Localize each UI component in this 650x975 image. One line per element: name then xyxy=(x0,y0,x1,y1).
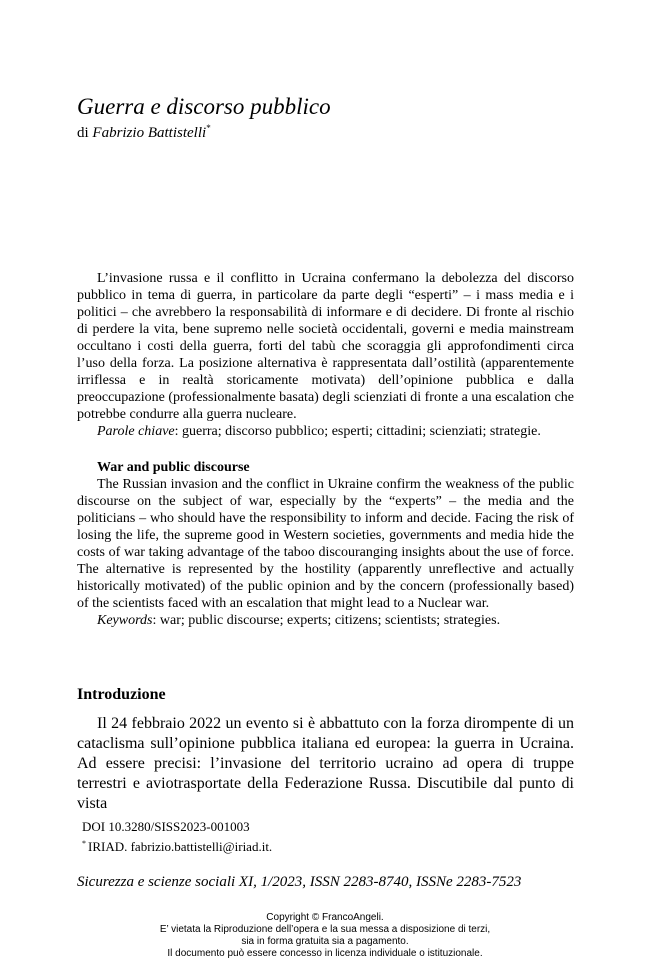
keywords-list-en: : war; public discourse; experts; citizens; scientists; strategies. xyxy=(152,613,501,628)
copyright-line-2: E’ vietata la Riproduzione dell’opera e la sua messa a disposizione di terzi, xyxy=(159,924,491,935)
doi-line[interactable]: DOI 10.3280/SISS2023-001003 xyxy=(82,819,250,834)
introduction-paragraph: Il 24 febbraio 2022 un evento si è abbattuto con la forza dirompente di un cataclisma sull’opinione pubblica italiana ed europea: la guerra in Ucraina. Ad essere precisi: l’invasione del territorio ucraino ad opera di truppe terrestri e aviotrasportate della Federazione Russa. Discutibile dal punto di vista xyxy=(77,715,574,812)
abstract-english-text: The Russian invasion and the conflict in Ukraine confirm the weakness of the public discourse on the subject of war, especially by the “experts” – the media and the politicians – who should have the responsibility to inform and decide. Facing the risk of losing the life, the supreme good in Western societies, governments and media hide the costs of war taking advantage of the taboo discouranging insights about the use of force. The alternative is represented by the hostility (apparently unreflective and actually historically motivated) of the public opinion and by the concern (professionally based) of the scientists faced with an escalation that might lead to a Nuclear war. xyxy=(77,477,574,611)
affiliation-text[interactable]: IRIAD. fabrizio.battistelli@iriad.it. xyxy=(88,839,273,854)
journal-citation: Sicurezza e scienze sociali XI, 1/2023, ISSN 2283-8740, ISSNe 2283-7523 xyxy=(77,874,522,890)
article-title: Guerra e discorso pubblico xyxy=(77,94,331,119)
footnote-mark: * xyxy=(82,839,86,848)
abstract-italian xyxy=(77,270,574,440)
footnotes xyxy=(82,817,272,857)
copyright-line-4: Il documento può essere concesso in licenza individuale o istituzionale. xyxy=(167,948,483,959)
abstract-english xyxy=(77,459,574,629)
copyright-line-3: sia in forma gratuita sia a pagamento. xyxy=(241,936,409,947)
keywords-label-it: Parole chiave xyxy=(97,424,175,439)
abstract-english-heading: War and public discourse xyxy=(97,460,250,475)
abstract-italian-keywords xyxy=(77,423,574,440)
abstract-english-keywords xyxy=(77,612,574,629)
abstract-italian-text: L’invasione russa e il conflitto in Ucraina confermano la debolezza del discorso pubblico in tema di guerra, in particolare da parte degli “esperti” – i mass media e i politici – che avrebbero la responsabilità di informare e di decidere. Di fronte al rischio di perdere la vita, bene supremo nelle società occidentali, governi e media mainstream occultano i costi della guerra, forti del tabù che scoraggia gli approfondimenti circa l’uso della forza. La posizione alternativa è rappresentata dall’ostilità (apparentemente irriflessa e in realtà storicamente motivata) dell’opinione pubblica e dalla preoccupazione (professionalmente basata) degli scienziati di fronte a una escalation che potrebbe condurre alla guerra nucleare. xyxy=(77,271,574,422)
keywords-label-en: Keywords xyxy=(97,613,153,628)
copyright-notice xyxy=(0,912,650,960)
byline-prefix: di xyxy=(77,125,93,141)
article-author: Fabrizio Battistelli xyxy=(92,125,207,141)
copyright-line-1: Copyright © FrancoAngeli. xyxy=(266,912,384,923)
author-affiliation-footnote xyxy=(82,837,272,857)
author-footnote-mark[interactable]: * xyxy=(206,123,211,133)
section-heading-introduction: Introduzione xyxy=(77,686,166,703)
article-byline xyxy=(77,125,211,142)
keywords-list-it: : guerra; discorso pubblico; esperti; cittadini; scienziati; strategie. xyxy=(174,424,541,439)
